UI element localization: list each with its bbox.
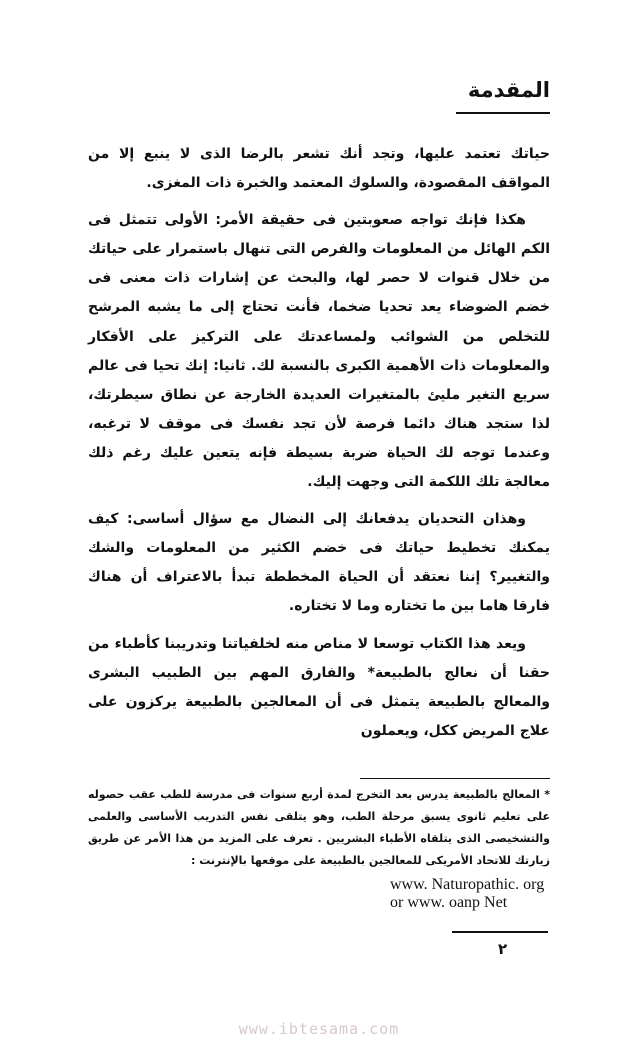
paragraph-2: هكذا فإنك تواجه صعوبتين فى حقيقة الأمر: الأولى تتمثل فى الكم الهائل من المعلومات والفرص التى تنهال باستمرار على حياتك من خلال قنوات لا حصر لها، والبحث عن إشارات ذات معنى فى خضم الضوضاء يعد تحديا ضخما، فأنت تحتاج إلى ما يشبه المرشح للتخلص من الشوائب ولمساعدتك على التركيز على الأفكار والمعلومات ذات الأهمية الكبرى بالنسبة لك. ثانيا: إنك تحيا فى عالم سريع التغير مليئ بالمتغيرات العديدة الخارجة عن نطاق سيطرتك، لذا ستجد هناك دائما فرصة لأن تجد نفسك فى موقف لا ترغبه، وعندما توجه لك الحياة ضربة بسيطة فإنه يتعين عليك رغم ذلك معالجة تلك اللكمة التى وجهت إليك.	[88, 212, 550, 491]
page-number-rule	[452, 931, 548, 933]
footnote-url-2: or www. oanp Net	[390, 894, 508, 911]
footnote-urls	[390, 876, 560, 912]
chapter-title: المقدمة	[467, 78, 550, 102]
body-text	[88, 140, 550, 754]
footnote	[88, 784, 550, 872]
title-underline	[456, 112, 550, 114]
page-number: ٢	[498, 940, 508, 958]
paragraph-4: ويعد هذا الكتاب توسعا لا مناص منه لخلفياتنا وتدريبنا كأطباء من حقنا أن نعالج بالطبيعة* والفارق المهم بين الطبيب البشرى والمعالج بالطبيعة يتمثل فى أن المعالجين بالطبيعة يركزون على علاج المريض ككل، ويعملون	[88, 635, 550, 739]
footnote-url-1: www. Naturopathic. org	[390, 876, 545, 893]
footnote-text: * المعالج بالطبيعة يدرس بعد التخرج لمدة أربع سنوات فى مدرسة للطب عقب حصوله على تعليم ثانوى يسبق مرحلة الطب، وهو يتلقى نفس التدريب الأساسى والعلمى والتشخيصى الذى يتلقاه الأطباء البشريين . تعرف على المزيد من هذا الأمر عن طريق زيارتك للاتحاد الأمريكى للمعالجين بالطبيعة على موقعها بالإنترنت :	[88, 788, 550, 867]
watermark: www.ibtesama.com	[238, 1020, 400, 1038]
footnote-separator	[360, 778, 550, 779]
paragraph-1: حياتك تعتمد عليها، وتجد أنك تشعر بالرضا الذى لا ينبع إلا من المواقف المقصودة، والسلوك المعتمد والخبرة ذات المغزى.	[88, 146, 550, 192]
paragraph-3: وهذان التحديان يدفعانك إلى النضال مع سؤال أساسى: كيف يمكنك تخطيط حياتك فى خضم الكثير من المعلومات والشك والتغيير؟ إننا نعتقد أن الحياة المخططة تبدأ بالاعتراف أن هناك فارقا هاما بين ما تختاره وما لا تختاره.	[88, 511, 550, 615]
